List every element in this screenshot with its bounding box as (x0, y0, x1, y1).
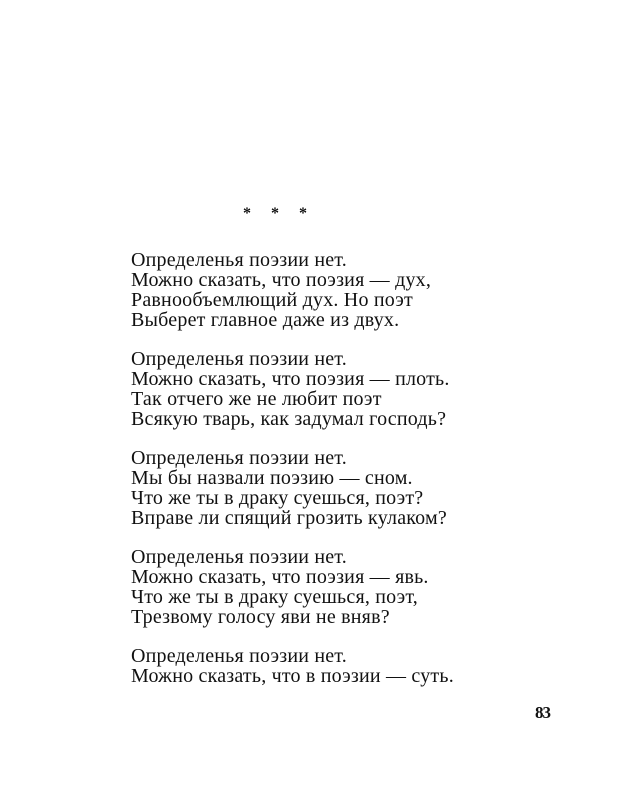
poem-line: Вправе ли спящий грозить кулаком? (131, 507, 447, 529)
poem-line: Определенья поэзии нет. (131, 645, 347, 667)
poem-line: Мы бы назвали поэзию — сном. (131, 467, 413, 489)
poem-line: Определенья поэзии нет. (131, 348, 347, 370)
poem-line: Можно сказать, что поэзия — дух, (131, 269, 432, 291)
stanza (131, 250, 454, 330)
poem-line: Что же ты в драку суешься, поэт, (131, 586, 419, 608)
poem-line: Равнообъемлющий дух. Но поэт (131, 289, 413, 311)
section-separator: * * * (243, 205, 315, 222)
poem-line: Можно сказать, что в поэзии — суть. (131, 665, 454, 687)
poem-line: Что же ты в драку суешься, поэт? (131, 487, 424, 509)
poem-line: Трезвому голосу яви не вняв? (131, 606, 390, 628)
poem-line: Определенья поэзии нет. (131, 447, 347, 469)
page-number: 83 (535, 703, 550, 722)
stanza (131, 646, 454, 686)
poem-line: Всякую тварь, как задумал господь? (131, 408, 447, 430)
stanza (131, 547, 454, 627)
poem-line: Можно сказать, что поэзия — плоть. (131, 368, 450, 390)
poem (131, 250, 454, 705)
poem-line: Определенья поэзии нет. (131, 249, 347, 271)
stanza (131, 349, 454, 429)
stanza (131, 448, 454, 528)
poem-line: Выберет главное даже из двух. (131, 309, 400, 331)
poem-line: Можно сказать, что поэзия — явь. (131, 566, 429, 588)
poem-line: Так отчего же не любит поэт (131, 388, 382, 410)
poem-line: Определенья поэзии нет. (131, 546, 347, 568)
